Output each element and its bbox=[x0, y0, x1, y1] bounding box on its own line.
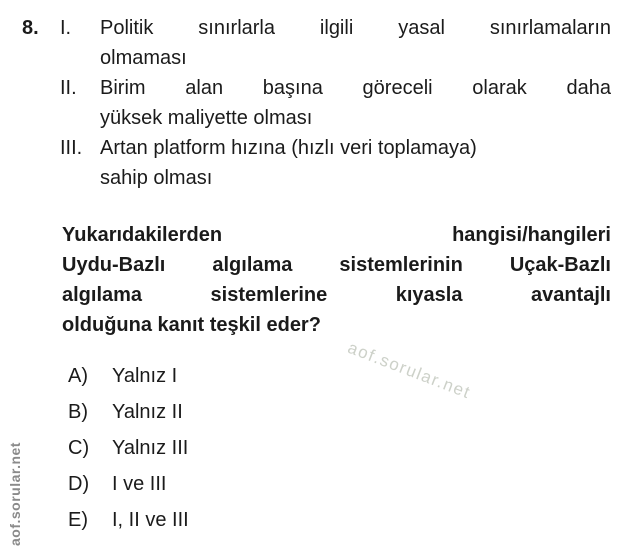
option-a-text: Yalnız I bbox=[112, 364, 178, 387]
stem-line: Uydu-Bazlı algılama sistemlerinin Uçak-Bazlı bbox=[62, 254, 611, 276]
text-line: sahip olması bbox=[100, 167, 213, 189]
option-d-letter: D) bbox=[68, 472, 90, 495]
roman-item-1 bbox=[60, 13, 611, 73]
question-stem bbox=[62, 220, 611, 340]
roman-item-3-text bbox=[100, 133, 611, 193]
question-block bbox=[22, 13, 611, 538]
question-premises bbox=[22, 13, 611, 193]
option-c-text: Yalnız III bbox=[112, 436, 189, 459]
option-a-letter: A) bbox=[68, 364, 88, 387]
text-line: olmaması bbox=[100, 47, 187, 69]
option-c-letter: C) bbox=[68, 436, 90, 459]
roman-numeral-3: III. bbox=[60, 137, 83, 159]
watermark-diagonal: aof.sorular.net bbox=[345, 338, 474, 403]
text-line: Birim alan başına göreceli olarak daha bbox=[100, 77, 611, 99]
text-line: Artan platform hızına (hızlı veri toplamaya) bbox=[100, 137, 477, 159]
option-a bbox=[68, 358, 611, 394]
option-e-text: I, II ve III bbox=[112, 508, 189, 531]
question-number: 8. bbox=[22, 17, 39, 39]
option-d bbox=[68, 466, 611, 502]
option-e-letter: E) bbox=[68, 508, 88, 531]
option-b-letter: B) bbox=[68, 400, 88, 423]
text-line: Politik sınırlarla ilgili yasal sınırlamaların bbox=[100, 17, 611, 39]
roman-item-3 bbox=[60, 133, 611, 193]
option-e bbox=[68, 502, 611, 538]
stem-line: algılama sistemlerine kıyasla avantajlı bbox=[62, 284, 611, 306]
option-d-text: I ve III bbox=[112, 472, 167, 495]
roman-item-2 bbox=[60, 73, 611, 133]
roman-numeral-1: I. bbox=[60, 17, 72, 39]
watermark-vertical: aof.sorular.net bbox=[7, 442, 23, 546]
stem-line: Yukarıdakilerden hangisi/hangileri bbox=[62, 224, 611, 246]
text-line: yüksek maliyette olması bbox=[100, 107, 313, 129]
option-b bbox=[68, 394, 611, 430]
option-b-text: Yalnız II bbox=[112, 400, 183, 423]
roman-numeral-2: II. bbox=[60, 77, 77, 99]
options-list bbox=[68, 358, 611, 538]
option-c bbox=[68, 430, 611, 466]
roman-items bbox=[60, 13, 611, 193]
stem-line: olduğuna kanıt teşkil eder? bbox=[62, 314, 321, 336]
roman-item-2-text bbox=[100, 73, 611, 133]
roman-item-1-text bbox=[100, 13, 611, 73]
